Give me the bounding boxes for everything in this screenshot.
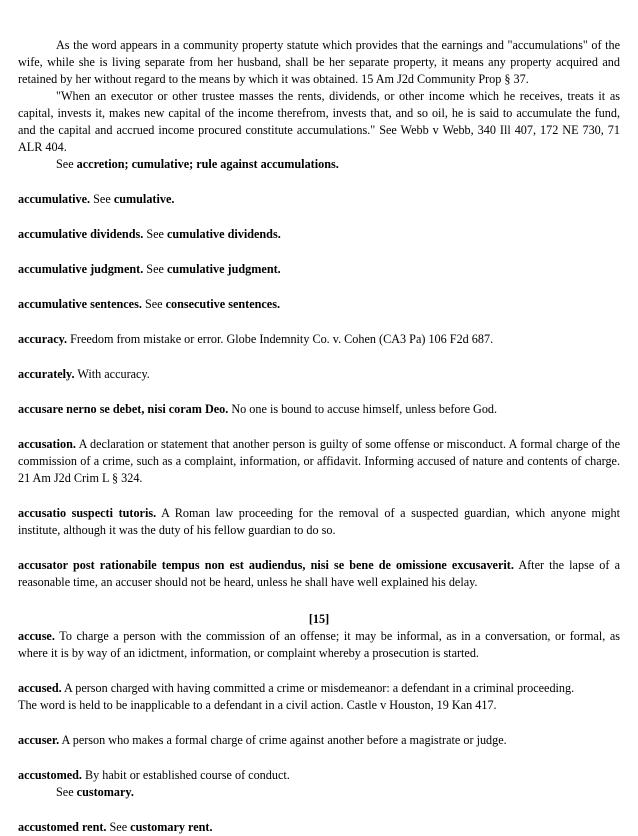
- entry-term: accumulative dividends.: [18, 227, 144, 241]
- see-prefix: See: [56, 785, 77, 799]
- entry-term: accustomed rent.: [18, 820, 107, 834]
- entry-accusation: [18, 436, 620, 487]
- entry-term: accuse.: [18, 629, 55, 643]
- entry-definition: No one is bound to accuse himself, unless before God.: [228, 402, 498, 416]
- entry-definition: See: [143, 227, 167, 241]
- entry-term: accumulative.: [18, 192, 91, 206]
- entry-definition: Freedom from mistake or error. Globe Indemnity Co. v. Cohen (CA3 Pa) 106 F2d 687.: [67, 332, 494, 346]
- entry-definition: With accuracy.: [74, 367, 150, 381]
- cross-reference: cumulative.: [113, 192, 175, 206]
- entry-definition: See: [106, 820, 131, 834]
- cross-reference: consecutive sentences.: [165, 297, 280, 311]
- entry-accustomed-rent: [18, 819, 620, 836]
- entry-term: accumulative judgment.: [18, 262, 144, 276]
- entry-definition: To charge a person with the commission of an offense; it may be informal, as in a conversation, or formal, as where it is by way of an idictment, information, or complaint whereby a prosecution is started.: [18, 629, 620, 660]
- entry-term: accusator post rationabile tempus non est audiendus, nisi se bene de omissione excusaverit.: [18, 558, 514, 572]
- entry-accumulative-dividends: [18, 226, 620, 243]
- entry-accusator: [18, 557, 620, 591]
- entry-definition: A declaration or statement that another person is guilty of some offense or misconduct. A formal charge of the commission of a crime, such as a complaint, information, or affidavit. Informing accused of nature and contents of charge. 21 Am J2d Crim L § 324.: [18, 437, 620, 485]
- entry-accumulative-sentences: [18, 296, 620, 313]
- intro-paragraph: As the word appears in a community property statute which provides that the earnings and "accumulations" of the wife, while she is living separate from her husband, shall be her separate property, it means any property acquired and retained by her without regard to the means by which it was obtained. 15 Am J2d Community Prop § 37.: [18, 38, 620, 86]
- cross-reference: customary rent.: [130, 820, 213, 834]
- entry-accused: [18, 680, 620, 697]
- entry-term: accustomed.: [18, 768, 82, 782]
- entry-accusare: [18, 401, 620, 418]
- entry-definition: After the lapse of a reasonable time, an accuser should not be heard, unless he shall have well explained his delay.: [18, 558, 620, 589]
- entry-accuracy: [18, 331, 620, 348]
- entry-accusatio-suspecti-tutoris: [18, 505, 620, 539]
- entry-term: accusation.: [18, 437, 76, 451]
- cross-reference: accretion; cumulative; rule against accumulations.: [76, 157, 339, 171]
- entry-accused-note: The word is held to be inapplicable to a defendant in a civil action. Castle v Houston, 19 Kan 417.: [18, 698, 497, 712]
- entry-definition: A person who makes a formal charge of crime against another before a magistrate or judge.: [59, 733, 507, 747]
- entry-term: accurately.: [18, 367, 75, 381]
- entry-term: accumulative sentences.: [18, 297, 142, 311]
- entry-accurately: [18, 366, 620, 383]
- entry-definition: See: [143, 262, 167, 276]
- entry-accumulative-judgment: [18, 261, 620, 278]
- entry-accuse: [18, 628, 620, 662]
- dictionary-page: [18, 37, 620, 836]
- page-number: [15]: [308, 612, 330, 626]
- entry-term: accuracy.: [18, 332, 68, 346]
- entry-term: accuser.: [18, 733, 60, 747]
- entry-definition: A person charged with having committed a crime or misdemeanor: a defendant in a criminal proceeding.: [61, 681, 575, 695]
- entry-definition: A Roman law proceeding for the removal of a suspected guardian, which anyone might institute, although it was the duty of his fellow guardian to do so.: [18, 506, 620, 537]
- cross-reference: cumulative judgment.: [166, 262, 281, 276]
- see-also-line: [18, 156, 620, 173]
- cross-reference: customary.: [76, 785, 134, 799]
- see-also-line: [18, 784, 620, 801]
- see-prefix: See: [56, 157, 77, 171]
- entry-accuser: [18, 732, 620, 749]
- entry-accumulative: [18, 191, 620, 208]
- cross-reference: cumulative dividends.: [166, 227, 281, 241]
- entry-definition: By habit or established course of conduct.: [81, 768, 290, 782]
- intro-paragraph: "When an executor or other trustee masses the rents, dividends, or other income which he receives, treats it as capital, invests it, makes new capital of the income therefrom, invests that, and so oil, he is said to accumulate the fund, and the capital and accrued income procured constitute accumulations." See Webb v Webb, 340 Ill 407, 172 NE 730, 71 ALR 404.: [18, 89, 620, 154]
- entry-definition: See: [90, 192, 114, 206]
- entry-term: accused.: [18, 681, 62, 695]
- entry-definition: See: [141, 297, 166, 311]
- entry-accustomed: [18, 767, 620, 784]
- entry-term: accusatio suspecti tutoris.: [18, 506, 157, 520]
- entry-term: accusare nerno se debet, nisi coram Deo.: [18, 402, 229, 416]
